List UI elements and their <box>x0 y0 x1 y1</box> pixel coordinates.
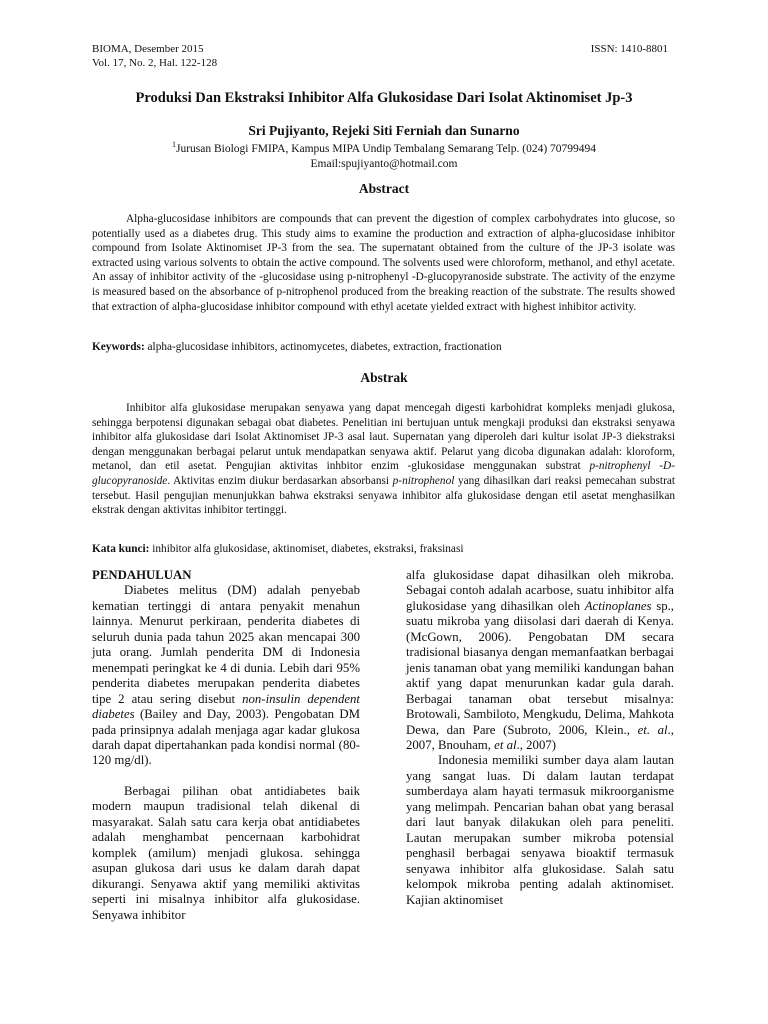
kata-kunci-text: inhibitor alfa glukosidase, aktinomiset, diabetes, ekstraksi, fraksinasi <box>149 543 464 555</box>
body-column-right <box>406 568 674 908</box>
author-list: Sri Pujiyanto, Rejeki Siti Ferniah dan Sunarno <box>248 123 520 138</box>
keywords-label: Keywords: <box>92 341 145 353</box>
section-heading-pendahuluan: PENDAHULUAN <box>92 568 192 582</box>
p1-end: (Bailey and Day, 2003). Pengobatan DM pada prinsipnya adalah menjaga agar kadar glukosa darah dapat dipertahankan pada kondisi normal (80-120 mg/dl). <box>92 707 360 768</box>
r1-mid: sp., suatu mikroba yang diisolasi dari daerah di Kenya. (McGown, 2006). Pengobatan DM secara tradisional biasanya dengan memanfaatkan berbagai jenis tanaman obat yang memiliki kandungan bahan aktif yang dapat menurunkan kadar gula darah. Berbagai tanaman obat tersebut misalnya: Brotowali, Sambiloto, Mengkudu, Delima, Mahkota Dewa, dan Pare (Subroto, 2006, Klein., <box>406 598 674 737</box>
journal-name: BIOMA, Desember 2015 <box>92 43 204 55</box>
body-paragraph-1 <box>92 583 360 768</box>
paper-title: Produksi Dan Ekstraksi Inhibitor Alfa Glukosidase Dari Isolat Aktinomiset Jp-3 <box>135 90 633 106</box>
p1-text: Diabetes melitus (DM) adalah penyebab kematian tertinggi di antara penyakit menahun lainnya. Menurut perkiraan, penderita diabetes di seluruh dunia pada tahun 2025 akan mencapai 300 juta orang. Jumlah penderita DM di Indonesia menempati peringkat ke 4 di dunia. Lebih dari 95% penderita diabetes merupakan penderita diabetes tipe 2 atau sering disebut <box>92 583 360 706</box>
r1-end: ., 2007) <box>516 737 556 752</box>
kata-kunci-line <box>92 542 675 556</box>
abstrak-paragraph <box>92 401 675 518</box>
abstrak-text-3: yang dihasilkan dari reaksi pemecahan substrat tersebut. Hasil pengujian menunjukkan bahwa ekstraksi senyawa inhibitor alfa glukosidase dengan etil asetat menghasilkan ekstrak dengan aktivitas inhibitor tertinggi. <box>92 474 675 517</box>
abstrak-substrate: p-nitrophenyl -D-glucopyranoside <box>92 460 675 487</box>
r1-etal-2: et al <box>494 737 517 752</box>
r1-mid-2: ., 2007, Bnouham, <box>406 722 674 752</box>
affiliation <box>60 137 708 172</box>
body-paragraph-2: Berbagai pilihan obat antidiabetes baik modern maupun tradisional telah dikenal di masyarakat. Salah satu cara kerja obat antidiabetes adalah menghambat pencernaan karbohidrat komplek (amilum) menjadi glukosa. sehingga asupan glukosa dari usus ke dalam darah dapat dikurangi. Senyawa aktif yang memiliki aktivitas seperti ini misalnya inhibitor alfa glukosidase. Senyawa inhibitor <box>92 783 360 922</box>
affiliation-text: Jurusan Biologi FMIPA, Kampus MIPA Undip Tembalang Semarang Telp. (024) 70799494 <box>175 142 597 155</box>
r1-text: alfa glukosidase dapat dihasilkan oleh mikroba. Sebagai contoh adalah acarbose, suatu inhibitor alfa glukosidase yang dihasilkan oleh <box>406 568 674 613</box>
r1-etal-1: et. al <box>637 722 668 737</box>
issn-label: ISSN: 1410-8801 <box>590 43 668 55</box>
body-paragraph-3 <box>406 568 674 753</box>
abstract-heading: Abstract <box>358 181 410 196</box>
p1-italic: non-insulin dependent diabetes <box>92 691 360 722</box>
abstrak-body <box>92 401 675 518</box>
body-paragraph-4: Indonesia memiliki sumber daya alam lautan yang sangat luas. Di dalam lautan terdapat sumberdaya alam hayati termasuk mikroorganisme yang melimpah. Pencarian bahan obat yang berasal dari laut banyak dilakukan oleh para peneliti. Lautan merupakan sumber mikroba potensial penghasil berbagai senyawa bioaktif termasuk senyawa inhibitor alfa glukosidase. Salah satu kelompok mikroba penting adalah aktinomiset. Kajian aktinomiset <box>406 753 674 907</box>
abstract-paragraph: Alpha-glucosidase inhibitors are compounds that can prevent the digestion of complex carbohydrates into glucose, so potentially used as a diabetes drug. This study aims to examine the production and extraction of alpha-glucosidase inhibitor compound from Isolate Aktinomiset JP-3 from the sea. The supernatant obtained from the culture of the JP-3 isolate was extracted using various solvents to obtain the active compound. The solvents used were chloroform, methanol, and ethyl acetate. An assay of inhibitor activity of the -glucosidase using p-nitrophenyl -D-glucopyranoside substrate. The activity of the enzyme is measured based on the absorbance of p-nitrophenol produced from the breaking reaction of the substrate. The results showed that extraction of alpha-glucosidase inhibitor compound with ethyl acetate yielded extract with highest inhibitor activity. <box>92 213 675 313</box>
body-column-left <box>92 568 360 923</box>
affiliation-marker: 1 <box>171 140 176 149</box>
keywords-line <box>92 340 675 354</box>
journal-volume: Vol. 17, No. 2, Hal. 122-128 <box>92 57 218 69</box>
running-header-left <box>92 42 217 70</box>
abstrak-nitrophenol: p-nitrophenol <box>392 474 455 487</box>
author-email: Email:spujiyanto@hotmail.com <box>310 157 458 170</box>
keywords-text: alpha-glucosidase inhibitors, actinomycetes, diabetes, extraction, fractionation <box>144 341 502 353</box>
r1-genus: Actinoplanes <box>584 598 652 613</box>
abstract-body <box>92 212 675 314</box>
abstrak-text-1: Inhibitor alfa glukosidase merupakan senyawa yang dapat mencegah digesti karbohidrat kompleks menjadi glukosa, sehingga berpotensi digunakan sebagai obat diabetes. Penelitian ini bertujuan untuk mengkaji produksi dan ekstraksi senyawa inhibitor alfa glukosidase dari Isolat Aktinomiset JP-3 asal laut. Supernatan yang diperoleh dari kultur isolat JP-3 diekstraksi dengan menggunakan berbagai pelarut untuk mendapatkan senyawa aktif. Pelarut yang dicoba digunakan adalah: kloroform, metanol, dan etil asetat. Pengujian aktivitas inhbitor enzim -glukosidase menggunakan substrat <box>92 402 675 473</box>
abstrak-text-2: . Aktivitas enzim diukur berdasarkan absorbansi <box>167 474 393 487</box>
kata-kunci-label: Kata kunci: <box>92 543 150 555</box>
abstrak-heading: Abstrak <box>360 370 408 385</box>
